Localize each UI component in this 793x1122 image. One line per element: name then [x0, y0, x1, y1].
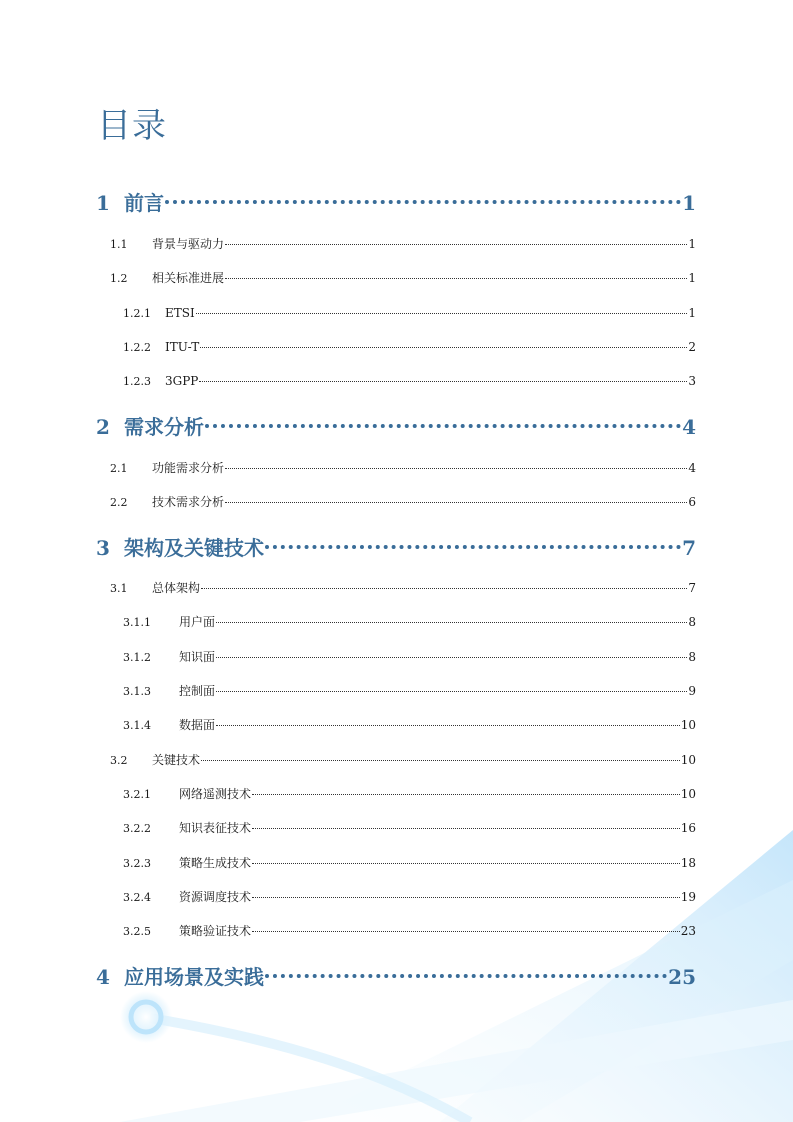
toc-dot-leader: [225, 502, 687, 503]
toc-dot-leader: [216, 657, 687, 658]
toc-entry-1[interactable]: [96, 190, 696, 216]
toc-dot-leader: [200, 347, 687, 348]
toc-page-number: 4: [688, 461, 696, 475]
toc-entry-number: 2.2: [110, 496, 128, 509]
toc-page-number: 23: [680, 924, 696, 938]
toc-entry-3-1[interactable]: [110, 580, 696, 596]
toc-entry-number: 2.1: [110, 462, 128, 475]
toc-page-number: 1: [682, 191, 696, 215]
toc-entry-1-2[interactable]: [110, 270, 696, 286]
toc-dot-leader: [252, 863, 680, 864]
toc-dot-leader: [225, 278, 687, 279]
toc-entry-number: 1: [96, 191, 110, 215]
toc-dot-leader: [225, 244, 687, 245]
toc-entry-3[interactable]: [96, 535, 696, 561]
toc-entry-number: 3: [96, 536, 110, 560]
toc-entry-number: 4: [96, 965, 110, 989]
toc-entry-number: 3.2.1: [123, 788, 151, 801]
toc-dot-leader: [199, 381, 687, 382]
toc-entry-title: 网络遥测技术: [179, 787, 252, 801]
toc-dot-leader: [252, 828, 680, 829]
toc-entry-title: 架构及关键技术: [124, 536, 264, 560]
toc-entry-3-1-2[interactable]: [123, 649, 696, 665]
toc-entry-number: 3.1.1: [123, 616, 151, 629]
toc-entry-3-2[interactable]: [110, 752, 696, 768]
toc-entry-title: 资源调度技术: [179, 890, 252, 904]
toc-entry-4[interactable]: [96, 964, 696, 990]
toc-entry-number: 3.1.3: [123, 685, 151, 698]
toc-page-number: 1: [688, 237, 696, 251]
toc-entry-number: 1.2.2: [123, 341, 151, 354]
toc-entry-title: 应用场景及实践: [124, 965, 264, 989]
toc-page-number: 18: [680, 856, 696, 870]
toc-entry-title: 数据面: [179, 718, 216, 732]
toc-entry-number: 1.1: [110, 238, 128, 251]
toc-entry-number: 3.2.2: [123, 822, 151, 835]
toc-dot-leader: [265, 974, 667, 978]
toc-entry-title: 控制面: [179, 684, 216, 698]
toc-dot-leader: [252, 931, 680, 932]
toc-dot-leader: [165, 200, 681, 204]
toc-entry-title: 知识面: [179, 650, 216, 664]
toc-entry-title: 策略验证技术: [179, 924, 252, 938]
toc-entry-3-2-4[interactable]: [123, 889, 696, 905]
toc-entry-number: 3.1.2: [123, 651, 151, 664]
toc-dot-leader: [216, 725, 680, 726]
toc-entry-3-2-1[interactable]: [123, 786, 696, 802]
toc-entry-title: 背景与驱动力: [152, 237, 225, 251]
toc-dot-leader: [201, 588, 687, 589]
toc-page-number: 9: [688, 684, 696, 698]
toc-entry-title: 3GPP: [165, 374, 199, 388]
deco-ring-glow: [120, 991, 172, 1043]
toc-entry-title: 策略生成技术: [179, 856, 252, 870]
toc-entry-1-1[interactable]: [110, 236, 696, 252]
toc-entry-title: ITU-T: [165, 340, 200, 354]
toc-page-number: 6: [688, 495, 696, 509]
toc-title: 目录: [97, 106, 167, 146]
toc-entry-title: 总体架构: [152, 581, 201, 595]
toc-page-number: 7: [688, 581, 696, 595]
toc-page-number: 8: [688, 650, 696, 664]
toc-dot-leader: [252, 897, 680, 898]
toc-entry-title: 用户面: [179, 615, 216, 629]
toc-page-number: 1: [688, 306, 696, 320]
toc-entry-3-2-5[interactable]: [123, 923, 696, 939]
toc-page-number: 3: [688, 374, 696, 388]
toc-entry-title: 相关标准进展: [152, 271, 225, 285]
toc-entry-number: 3.1.4: [123, 719, 151, 732]
toc-page-number: 4: [682, 415, 696, 439]
toc-dot-leader: [225, 468, 687, 469]
toc-dot-leader: [196, 313, 688, 314]
toc-page-number: 10: [680, 718, 696, 732]
toc-entry-3-1-1[interactable]: [123, 614, 696, 630]
toc-page-number: 10: [680, 787, 696, 801]
toc-entry-number: 2: [96, 415, 110, 439]
toc-page-number: 10: [680, 753, 696, 767]
toc-entry-2[interactable]: [96, 414, 696, 440]
toc-page-number: 8: [688, 615, 696, 629]
toc-entry-2-1[interactable]: [110, 460, 696, 476]
toc-entry-3-2-2[interactable]: [123, 820, 696, 836]
toc-entry-3-1-3[interactable]: [123, 683, 696, 699]
toc-entry-number: 1.2.3: [123, 375, 151, 388]
toc-dot-leader: [205, 424, 681, 428]
toc-entry-number: 1.2.1: [123, 307, 151, 320]
toc-entry-title: 前言: [124, 191, 164, 215]
toc-dot-leader: [252, 794, 680, 795]
toc-entry-title: 需求分析: [124, 415, 204, 439]
toc-dot-leader: [265, 545, 681, 549]
toc-page-number: 19: [680, 890, 696, 904]
toc-entry-title: 知识表征技术: [179, 821, 252, 835]
toc-page-number: 2: [688, 340, 696, 354]
toc-page-number: 16: [680, 821, 696, 835]
toc-dot-leader: [216, 691, 687, 692]
toc-entry-number: 3.2: [110, 754, 128, 767]
toc-entry-title: ETSI: [165, 306, 195, 320]
toc-entry-2-2[interactable]: [110, 494, 696, 510]
toc-entry-number: 3.2.4: [123, 891, 151, 904]
toc-entry-number: 3.2.5: [123, 925, 151, 938]
toc-entry-1-2-2[interactable]: [123, 339, 696, 355]
toc-entry-number: 3.1: [110, 582, 128, 595]
toc-page-number: 25: [668, 965, 696, 989]
toc-page-number: 1: [688, 271, 696, 285]
toc-entry-number: 1.2: [110, 272, 128, 285]
toc-entry-3-1-4[interactable]: [123, 717, 696, 733]
toc-entry-1-2-1[interactable]: [123, 305, 696, 321]
toc-dot-leader: [216, 622, 687, 623]
toc-entry-title: 关键技术: [152, 753, 201, 767]
toc-entry-title: 功能需求分析: [152, 461, 225, 475]
toc-dot-leader: [201, 760, 680, 761]
toc-page-number: 7: [682, 536, 696, 560]
toc-entry-3-2-3[interactable]: [123, 855, 696, 871]
toc-entry-1-2-3[interactable]: [123, 373, 696, 389]
toc-entry-number: 3.2.3: [123, 857, 151, 870]
toc-entry-title: 技术需求分析: [152, 495, 225, 509]
